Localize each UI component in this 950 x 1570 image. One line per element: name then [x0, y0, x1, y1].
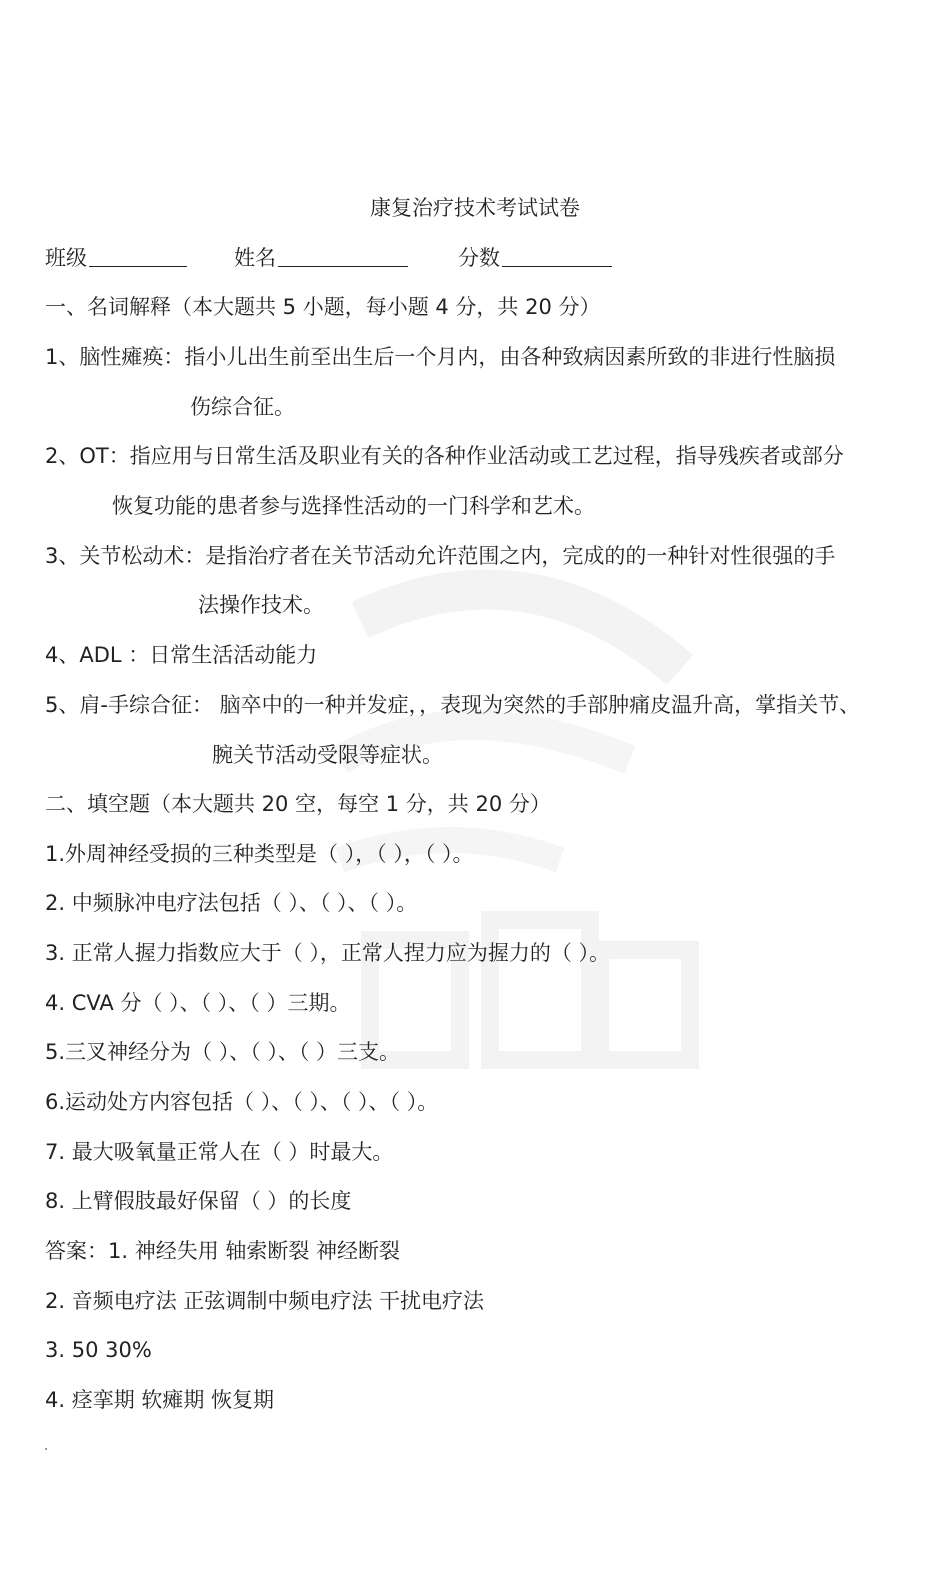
term-3-line1: 3、关节松动术：是指治疗者在关节活动允许范围之内，完成的的一种针对性很强的手	[45, 544, 836, 568]
fill-question-7: 7. 最大吸氧量正常人在（ ）时最大。	[45, 1140, 394, 1164]
section2-heading: 二、填空题（本大题共 20 空，每空 1 分，共 20 分）	[45, 792, 551, 816]
class-field	[45, 243, 187, 273]
fill-question-4: 4. CVA 分（ ）、（ ）、（ ）三期。	[45, 991, 351, 1015]
term-3-line2: 法操作技术。	[198, 593, 324, 617]
name-label: 姓名	[234, 246, 276, 270]
fill-question-2: 2. 中频脉冲电疗法包括（ ）、（ ）、（ ）。	[45, 891, 418, 915]
section1-heading: 一、名词解释（本大题共 5 小题，每小题 4 分，共 20 分）	[45, 295, 601, 319]
score-blank[interactable]	[502, 246, 612, 267]
fill-question-3: 3. 正常人握力指数应大于（ ），正常人捏力应为握力的（ ）。	[45, 941, 611, 965]
term-5-line2: 腕关节活动受限等症状。	[212, 743, 443, 767]
fill-question-5: 5.三叉神经分为（ ）、（ ）、（ ）三支。	[45, 1040, 401, 1064]
term-1-line2: 伤综合征。	[190, 395, 295, 419]
scan-dot	[45, 1448, 47, 1450]
fill-question-1: 1.外周神经受损的三种类型是（ ），（ ），（ ）。	[45, 842, 474, 866]
term-2-line1: 2、OT：指应用与日常生活及职业有关的各种作业活动或工艺过程，指导残疾者或部分	[45, 444, 844, 468]
score-field	[458, 243, 612, 273]
class-blank[interactable]	[89, 246, 187, 267]
fill-question-6: 6.运动处方内容包括（ ）、（ ）、（ ）、（ ）。	[45, 1090, 439, 1114]
fill-question-8: 8. 上臂假肢最好保留（ ）的长度	[45, 1189, 352, 1213]
term-2-line2: 恢复功能的患者参与选择性活动的一门科学和艺术。	[112, 494, 595, 518]
score-label: 分数	[458, 246, 500, 270]
term-1-line1: 1、脑性瘫痪：指小儿出生前至出生后一个月内，由各种致病因素所致的非进行性脑损	[45, 345, 836, 369]
name-blank[interactable]	[278, 246, 408, 267]
page-title: 康复治疗技术考试试卷	[370, 196, 580, 220]
class-label: 班级	[45, 246, 87, 270]
answer-line-2: 2. 音频电疗法 正弦调制中频电疗法 干扰电疗法	[45, 1289, 485, 1313]
watermark-logo-icon	[300, 560, 720, 1080]
answer-line-4: 4. 痉挛期 软瘫期 恢复期	[45, 1388, 275, 1412]
name-field	[234, 243, 408, 273]
answer-line-1: 答案：1. 神经失用 轴索断裂 神经断裂	[45, 1239, 401, 1263]
answer-line-3: 3. 50 30%	[45, 1338, 152, 1362]
term-5-line1: 5、肩-手综合征： 脑卒中的一种并发症，，表现为突然的手部肿痛皮温升高，掌指关节、	[45, 693, 861, 717]
term-4-line1: 4、ADL ：日常生活活动能力	[45, 643, 318, 667]
